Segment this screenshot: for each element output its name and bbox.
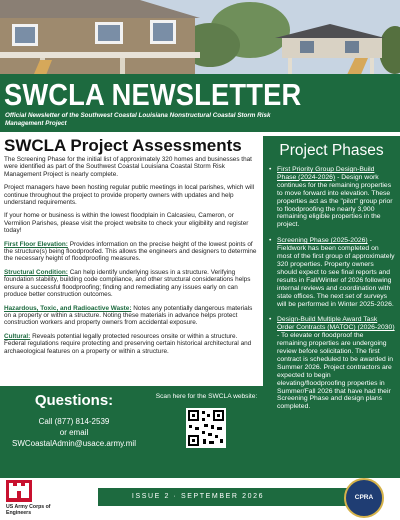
qr-box: [150, 386, 263, 478]
article-intro: The Screening Phase for the initial list of approximately 320 homes and businesses that were identified as part of the Southwest Coastal Louisiana Coastal Storm Risk Management Project is nearly complete.: [4, 156, 252, 178]
assessment-item: [4, 305, 259, 327]
assessment-text: Provides information on the precise height of the lowest points of the structure(s) being floodproofed. This allows the engineers and designers to determine the necessary height of floodproofing measures.: [4, 240, 257, 263]
assessment-text: Can help identify underlying issues in a structure. Verifying foundation stability, building code compliance, and other structural considerations helps ensure a successful floodproofing; finding and remediating any issues early on can produce better construction outcomes.: [4, 268, 251, 299]
footer: [0, 478, 400, 520]
bullet-icon: •: [269, 237, 272, 245]
assessment-text: Reveals potential legally protected resources onsite or within a structure. Federal regulations require protecting and preserving certain historical architectural and archaeological features on a property or within a structure.: [4, 332, 252, 355]
usace-castle-logo-icon: [6, 480, 32, 502]
phase-title[interactable]: Design-Build Multiple Award Task Order Contracts (MATOC) (2026-2030): [277, 316, 395, 332]
scan-label: Scan here for the SWCLA website:: [155, 393, 258, 400]
assessment-heading: Cultural:: [4, 332, 31, 340]
sidebar-title: Project Phases: [279, 142, 384, 159]
assessment-heading: First Floor Elevation:: [4, 240, 68, 248]
article: [4, 136, 259, 361]
phase-item: [269, 237, 395, 308]
questions-box: [0, 386, 148, 478]
assessment-item: [4, 269, 259, 299]
qr-code-icon[interactable]: [186, 408, 226, 448]
questions-title: Questions:: [34, 392, 114, 409]
or-email-label: or email: [59, 428, 89, 437]
phase-title[interactable]: First Priority Group Design-Build Phase (2024-2026): [277, 166, 375, 181]
article-paragraph: Project managers have been hosting regular public meetings in local parishes, which will continue throughout the project to provide property owners with updates and help understand requirements.: [4, 184, 255, 207]
bullet-icon: •: [269, 166, 272, 173]
assessment-heading: Hazardous, Toxic, and Radioactive Waste:: [4, 304, 132, 312]
phase-item: [269, 166, 395, 229]
article-paragraph: If your home or business is within the lowest floodplain in Calcasieu, Cameron, or Vermilion Parishes, please visit the project website to check your eligibility and register today!: [4, 212, 249, 235]
phase-text: - To elevate or floodproof the remaining properties are undergoing review before solicitation. The first contract is scheduled to be awarded in Summer 2026. Project contractors are expected to begin elevating/floodproofing properties in Summer/Fall 2026 that have had their Screening Phase and design plans completed.: [277, 332, 393, 411]
masthead: [0, 74, 400, 132]
phase-list: [269, 166, 395, 419]
phone-number[interactable]: Call (877) 814-2539: [38, 417, 110, 426]
phase-item: [269, 316, 395, 411]
assessment-heading: Structural Condition:: [4, 268, 68, 276]
contact-band: [0, 386, 263, 478]
bullet-icon: •: [269, 316, 272, 324]
cpra-label: CPRA: [354, 494, 374, 501]
newsletter-subtitle: Official Newsletter of the Southwest Coastal Louisiana Nonstructural Coastal Storm Risk Management Project: [5, 112, 271, 127]
issue-label: ISSUE 2 · SEPTEMBER 2026: [131, 493, 265, 500]
project-phases-sidebar: [263, 136, 400, 486]
newsletter-title: SWCLA NEWSLETTER: [4, 77, 302, 112]
assessment-text: Notes any potentially dangerous materials on a property or within a structure. Noting these materials in advance helps protect construction workers and property owners from accidental exposure.: [4, 304, 253, 327]
phase-text: - Fieldwork has been completed on most of the first group of approximately 320 properties. Property owners should expect to see final reports and results in Fall/Winter of 2026 following internal reviews and coordination with state offices. The next set of surveys will be performed in Winter 2025-2026.: [277, 237, 395, 308]
phase-title[interactable]: Screening Phase (2025-2026): [277, 237, 368, 245]
usace-label: US Army Corps of Engineers: [6, 504, 51, 516]
assessment-item: [4, 241, 259, 263]
phase-text: - Design work continues for the remaining properties to move forward into elevation. These properties act as the "pilot" group prior to floodproofing the nearly 3,900 remaining eligible properties in the project.: [277, 173, 393, 229]
assessment-item: [4, 333, 259, 355]
email-link[interactable]: SWCoastalAdmin@usace.army.mil: [11, 439, 136, 448]
article-title: SWCLA Project Assessments: [4, 136, 242, 155]
